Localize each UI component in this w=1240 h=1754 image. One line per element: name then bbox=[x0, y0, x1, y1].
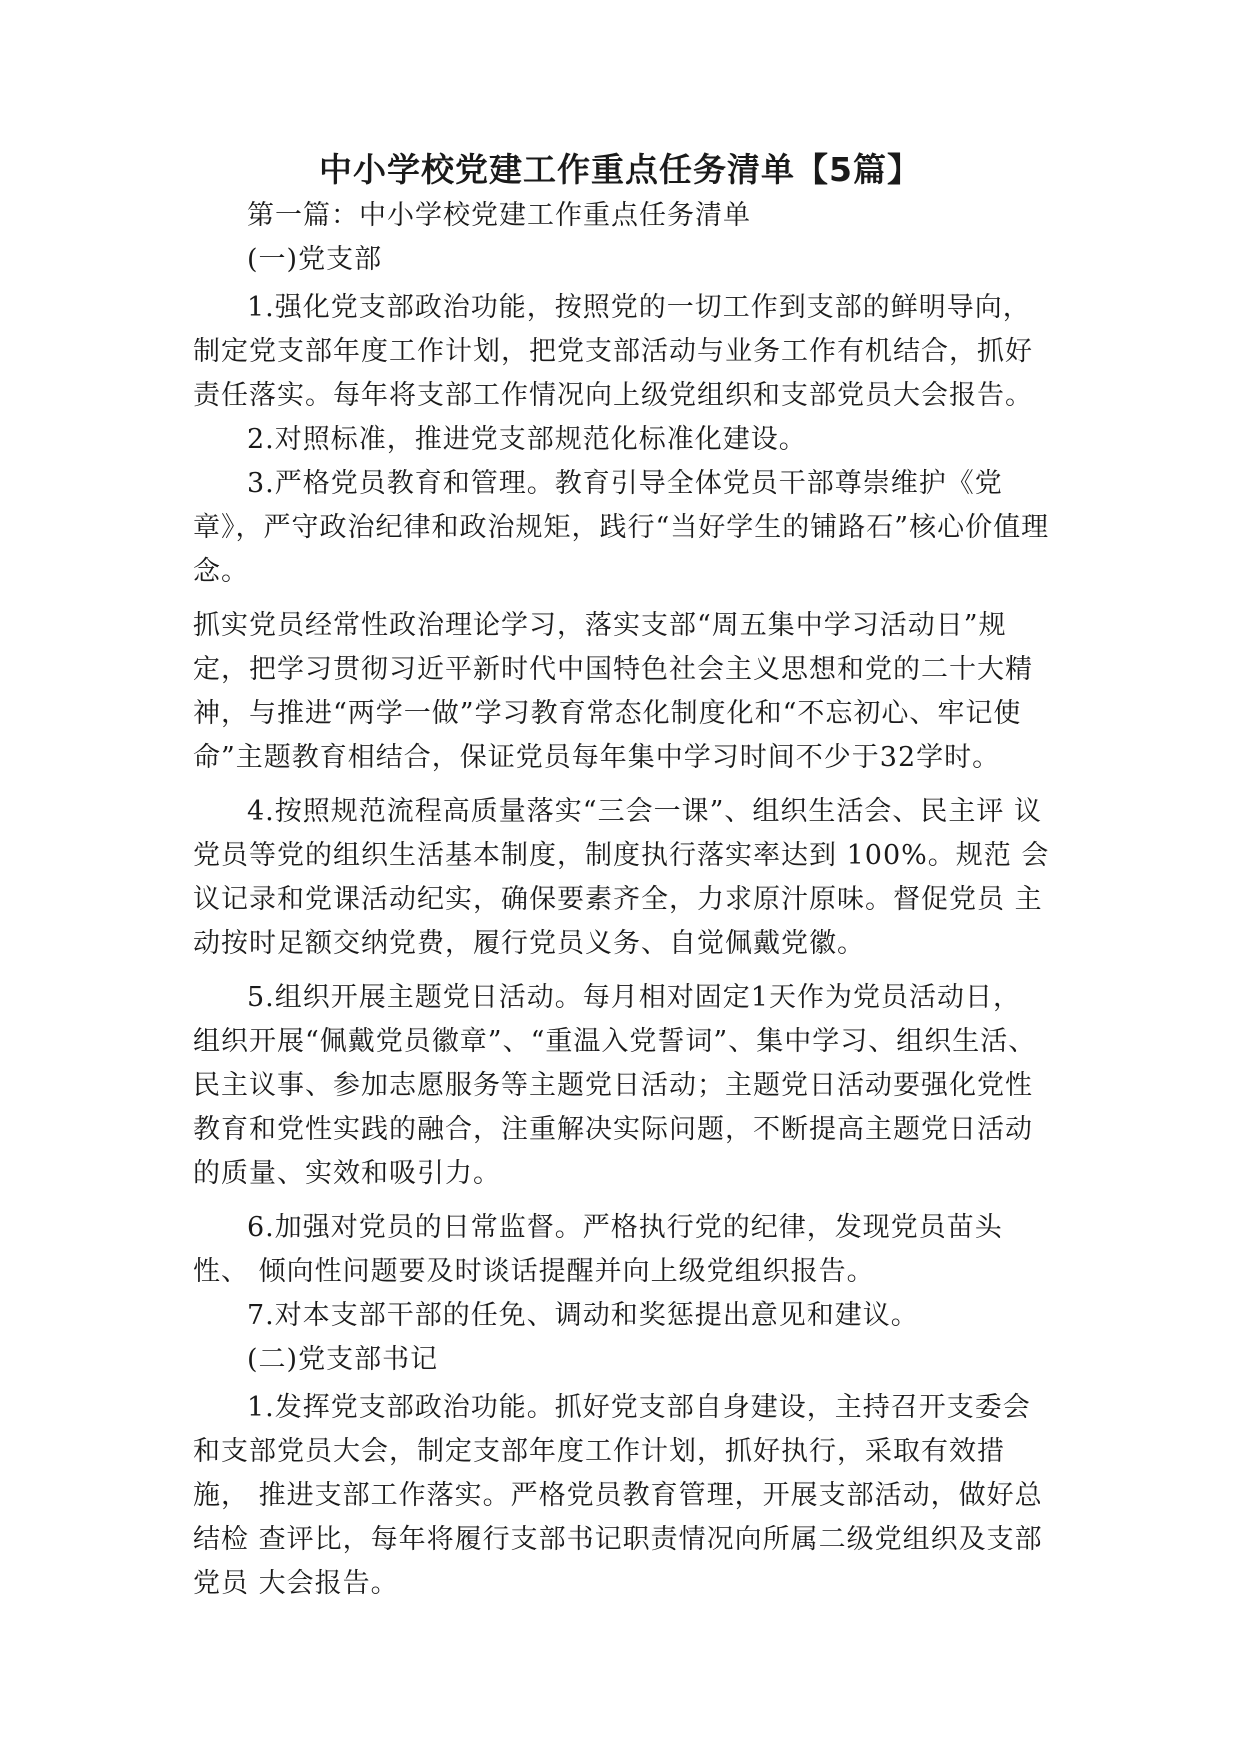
paragraph-item-3: 3.严格党员教育和管理。教育引导全体党员干部尊崇维护《党章》，严守政治纪律和政治规矩，践行“当好学生的铺路石”核心价值理念。 bbox=[193, 468, 1050, 587]
paragraph-item-6: 6.加强对党员的日常监督。严格执行党的纪律，发现党员苗头性、 倾向性问题要及时谈话提醒并向上级党组织报告。 bbox=[193, 1212, 1003, 1287]
paragraph-item-7: 7.对本支部干部的任免、调动和奖惩提出意见和建议。 bbox=[247, 1300, 919, 1331]
paragraph-item-2: 2.对照标准，推进党支部规范化标准化建设。 bbox=[247, 424, 807, 455]
document-body bbox=[193, 194, 1051, 1606]
document-title: 中小学校党建工作重点任务清单【5篇】 bbox=[319, 150, 921, 189]
paragraph-item-1: 1.强化党支部政治功能，按照党的一切工作到支部的鲜明导向，制定党支部年度工作计划，把党支部活动与业务工作有机结合，抓好责任落实。每年将支部工作情况向上级党组织和支部党员大会报告。 bbox=[193, 292, 1033, 411]
section-subtitle: 第一篇：中小学校党建工作重点任务清单 bbox=[247, 200, 751, 231]
paragraph-item-4: 4.按照规范流程高质量落实“三会一课”、组织生活会、民主评 议党员等党的组织生活基本制度，制度执行落实率达到 100%。规范 会议记录和党课活动纪实，确保要素齐全，力求原汁原味。督促党员 主动按时足额交纳党费，履行党员义务、自觉佩戴党徽。 bbox=[193, 796, 1050, 959]
paragraph-study: 抓实党员经常性政治理论学习，落实支部“周五集中学习活动日”规定，把学习贯彻习近平新时代中国特色社会主义思想和党的二十大精神，与推进“两学一做”学习教育常态化制度化和“不忘初心、牢记使命”主题教育相结合，保证党员每年集中学习时间不少于32学时。 bbox=[193, 610, 1033, 773]
paragraph-secretary-item-1: 1.发挥党支部政治功能。抓好党支部自身建设，主持召开支委会 和支部党员大会，制定支部年度工作计划，抓好执行，采取有效措施， 推进支部工作落实。严格党员教育管理，开展支部活动，做好总结检 查评比，每年将履行支部书记职责情况向所属二级党组织及支部党员 大会报告。 bbox=[193, 1392, 1043, 1599]
section-heading-branch: (一)党支部 bbox=[247, 244, 383, 275]
paragraph-item-5: 5.组织开展主题党日活动。每月相对固定1天作为党员活动日， 组织开展“佩戴党员徽章”、“重温入党誓词”、集中学习、组织生活、 民主议事、参加志愿服务等主题党日活动；主题党日活动要强化党性 教育和党性实践的融合，注重解决实际问题，不断提高主题党日活动 的质量、实效和吸引力。 bbox=[193, 982, 1037, 1189]
section-heading-secretary: (二)党支部书记 bbox=[247, 1344, 439, 1375]
